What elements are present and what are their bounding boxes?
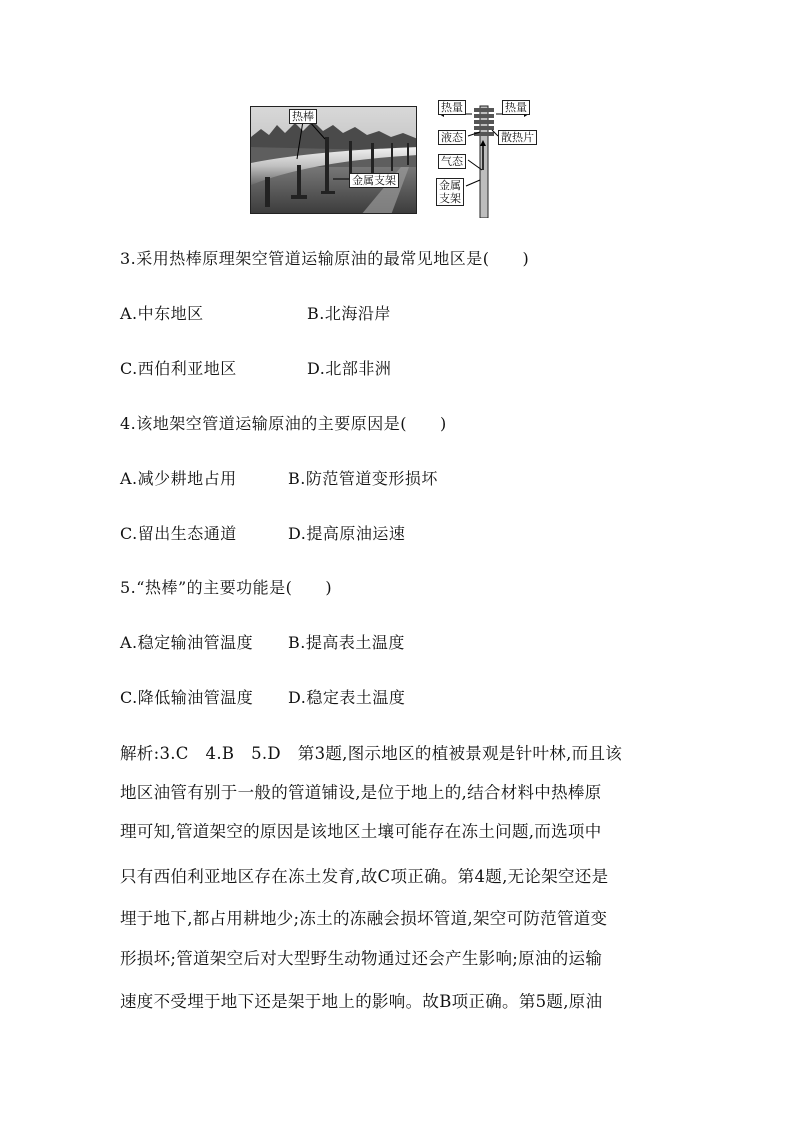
- metal-support-diagram-label: 金属 支架: [436, 178, 464, 206]
- liquid-label: 液态: [438, 130, 466, 145]
- heat-right-label: 热量: [502, 100, 530, 115]
- analysis-line-7: 速度不受埋于地下还是架于地上的影响。故B项正确。第5题,原油: [120, 992, 603, 1011]
- question-4-option-b: B.防范管道变形损坏: [288, 469, 438, 488]
- pipeline-photo: [250, 106, 417, 214]
- question-4-option-c: C.留出生态通道: [120, 524, 237, 543]
- question-3-stem: 3.采用热棒原理架空管道运输原油的最常见地区是( ): [120, 249, 530, 268]
- question-5-stem: 5.“热棒”的主要功能是( ): [120, 578, 333, 597]
- analysis-line-4: 只有西伯利亚地区存在冻土发育,故C项正确。第4题,无论架空还是: [120, 867, 609, 886]
- fins-label: 散热片: [498, 130, 537, 145]
- question-4-stem: 4.该地架空管道运输原油的主要原因是( ): [120, 414, 447, 433]
- analysis-line-1: 解析:3.C 4.B 5.D 第3题,图示地区的植被景观是针叶林,而且该: [120, 744, 623, 763]
- analysis-line-3: 理可知,管道架空的原因是该地区土壤可能存在冻土问题,而选项中: [120, 822, 602, 841]
- question-3-option-b: B.北海沿岸: [307, 304, 391, 323]
- gas-label: 气态: [438, 154, 466, 169]
- heat-rod-diagram: [436, 100, 546, 218]
- heat-rod-label: 热棒: [289, 109, 317, 124]
- analysis-line-5: 埋于地下,都占用耕地少;冻土的冻融会损坏管道,架空可防范管道变: [120, 909, 608, 928]
- question-3-option-a: A.中东地区: [120, 304, 204, 323]
- question-4-option-a: A.减少耕地占用: [120, 469, 237, 488]
- question-5-option-d: D.稳定表土温度: [288, 688, 406, 707]
- question-3-option-d: D.北部非洲: [307, 359, 392, 378]
- pipeline-figure: [250, 100, 546, 218]
- heat-left-label: 热量: [438, 100, 466, 115]
- pipeline-photo-art: [251, 107, 417, 214]
- question-5-option-b: B.提高表土温度: [288, 633, 405, 652]
- metal-support-label: 金属支架: [349, 173, 399, 188]
- question-3-option-c: C.西伯利亚地区: [120, 359, 237, 378]
- question-4-option-d: D.提高原油运速: [288, 524, 406, 543]
- question-5-option-a: A.稳定输油管温度: [120, 633, 254, 652]
- question-5-option-c: C.降低输油管温度: [120, 688, 254, 707]
- analysis-line-2: 地区油管有别于一般的管道铺设,是位于地上的,结合材料中热棒原: [120, 783, 602, 802]
- analysis-line-6: 形损坏;管道架空后对大型野生动物通过还会产生影响;原油的运输: [120, 949, 603, 968]
